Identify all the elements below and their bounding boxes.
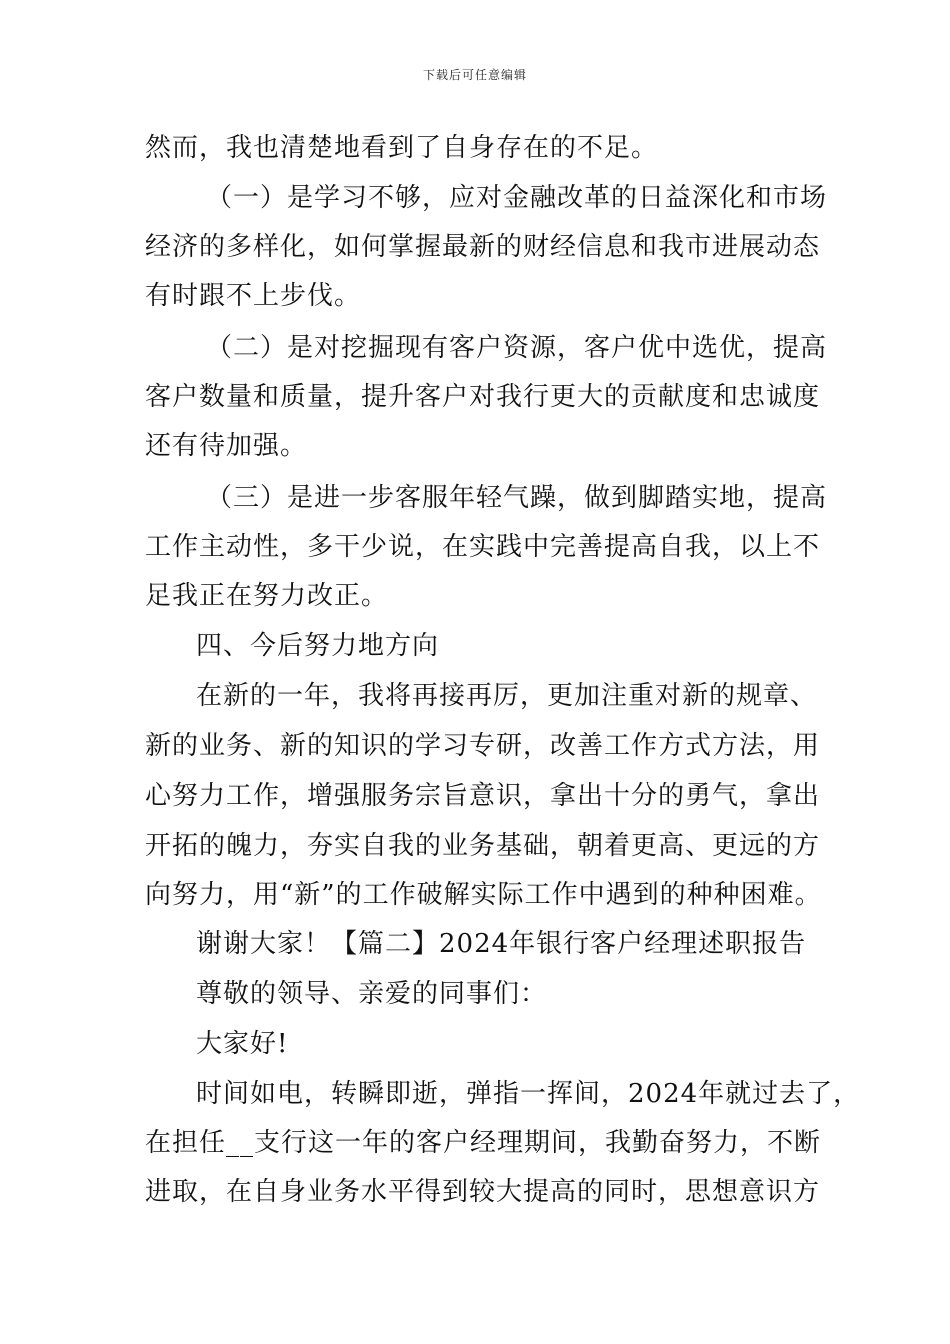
body-line: 进取，在自身业务水平得到较大提高的同时，思想意识方 xyxy=(145,1177,821,1207)
body-line: （三）是进一步客服年轻气躁，做到脚踏实地，提高 xyxy=(206,483,828,513)
body-line: 工作主动性，多干少说，在实践中完善提高自我，以上不 xyxy=(145,532,821,562)
body-line: 经济的多样化，如何掌握最新的财经信息和我市进展动态 xyxy=(145,232,821,262)
body-line: （一）是学习不够，应对金融改革的日益深化和市场 xyxy=(206,183,828,213)
body-line: 在新的一年，我将再接再厉，更加注重对新的规章、 xyxy=(196,681,818,711)
body-line: 开拓的魄力，夯实自我的业务基础，朝着更高、更远的方 xyxy=(145,831,821,861)
greeting-line: 大家好! xyxy=(196,1029,289,1059)
greeting-line: 尊敬的领导、亲爱的同事们： xyxy=(196,979,548,1009)
body-line: 新的业务、新的知识的学习专研，改善工作方式方法，用 xyxy=(145,731,821,761)
page-header: 下载后可任意编辑 xyxy=(422,68,527,82)
body-line: 还有待加强。 xyxy=(145,431,308,461)
body-line: 心努力工作，增强服务宗旨意识，拿出十分的勇气，拿出 xyxy=(145,781,821,811)
report-title-line: 谢谢大家！【篇二】2024年银行客户经理述职报告 xyxy=(196,929,807,959)
body-line: 时间如电，转瞬即逝，弹指一挥间，2024年就过去了， xyxy=(196,1079,861,1109)
body-line: 在担任__支行这一年的客户经理期间，我勤奋努力，不断 xyxy=(145,1128,822,1158)
body-line: 客户数量和质量，提升客户对我行更大的贡献度和忠诚度 xyxy=(145,382,821,412)
body-line: 向努力，用“新”的工作破解实际工作中遇到的种种困难。 xyxy=(145,880,822,910)
body-line: （二）是对挖掘现有客户资源，客户优中选优，提高 xyxy=(206,333,828,363)
body-line: 足我正在努力改正。 xyxy=(145,581,389,611)
body-line: 然而，我也清楚地看到了自身存在的不足。 xyxy=(145,133,659,163)
section-heading: 四、今后努力地方向 xyxy=(196,631,440,661)
body-line: 有时跟不上步伐。 xyxy=(145,281,362,311)
